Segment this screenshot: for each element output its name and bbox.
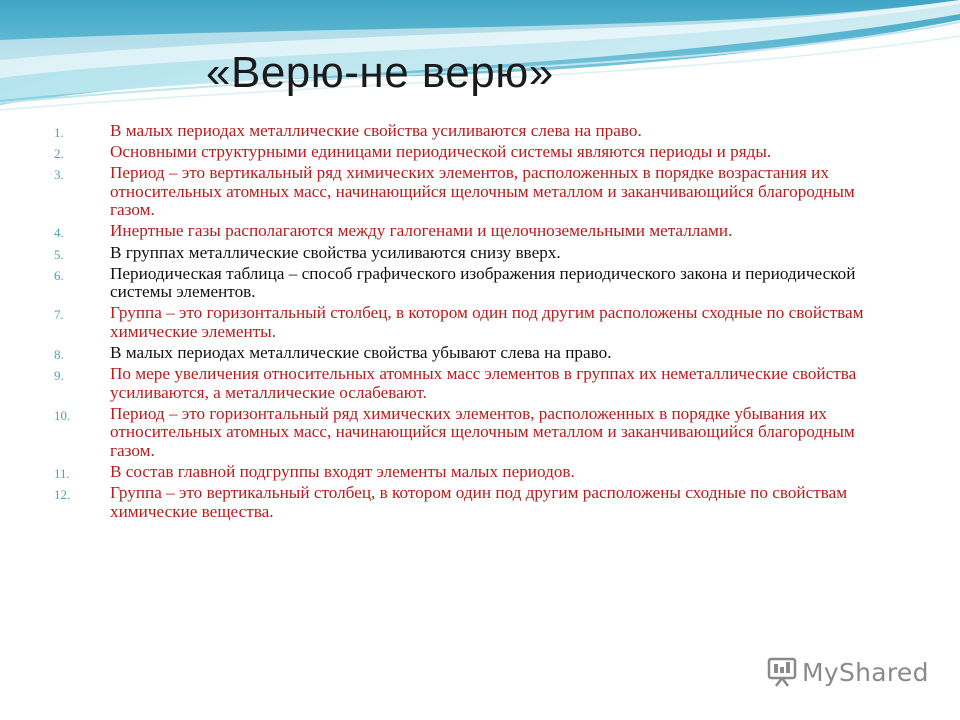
statement-list bbox=[0, 122, 960, 524]
list-item bbox=[0, 122, 960, 141]
list-item-text: Инертные газы располагаются между галогенами и щелочноземельными металлами. bbox=[110, 221, 733, 241]
list-item-number: 8. bbox=[54, 347, 64, 363]
list-item-number: 11. bbox=[54, 466, 70, 482]
myshared-watermark bbox=[766, 656, 929, 688]
list-item bbox=[0, 265, 960, 302]
list-item-text: В малых периодах металлические свойства убывают слева на право. bbox=[110, 343, 612, 363]
list-item bbox=[0, 304, 960, 341]
list-item bbox=[0, 484, 960, 521]
list-item-number: 12. bbox=[54, 487, 71, 503]
presentation-board-icon bbox=[766, 656, 798, 688]
list-item bbox=[0, 463, 960, 482]
list-item-number: 10. bbox=[54, 407, 71, 423]
list-item-text: Группа – это горизонтальный столбец, в котором один под другим расположены сходные по свойствам химические элементы. bbox=[110, 303, 864, 341]
list-item-text: По мере увеличения относительных атомных масс элементов в группах их неметаллические свойства усиливаются, а металлические ослабевают. bbox=[110, 364, 857, 402]
list-item bbox=[0, 365, 960, 402]
list-item-number: 1. bbox=[54, 125, 64, 140]
list-item-text: В состав главной подгруппы входят элементы малых периодов. bbox=[110, 462, 575, 482]
list-item-number: 2. bbox=[54, 146, 64, 162]
list-item-number: 4. bbox=[54, 225, 64, 241]
list-item bbox=[0, 244, 960, 263]
list-item-text: В группах металлические свойства усиливаются снизу вверх. bbox=[110, 242, 561, 262]
list-item-text: Период – это горизонтальный ряд химических элементов, расположенных в порядке убывания их относительных атомных масс, начинающийся щелочным металлом и заканчивающийся благородным газом. bbox=[110, 403, 855, 460]
list-item-number: 9. bbox=[54, 368, 64, 384]
list-item bbox=[0, 143, 960, 162]
watermark-brand: MyShared bbox=[802, 657, 929, 687]
list-item-number: 5. bbox=[54, 246, 64, 262]
list-item-text: Основными структурными единицами периодической системы являются периоды и ряды. bbox=[110, 142, 772, 162]
list-item-text: Периодическая таблица – способ графического изображения периодического закона и периодической системы элементов. bbox=[110, 263, 856, 302]
list-item bbox=[0, 222, 960, 241]
list-item-number: 3. bbox=[54, 167, 64, 183]
slide-title: «Верю-не верю» bbox=[206, 48, 554, 97]
list-item-text: В малых периодах металлические свойства усиливаются слева на право. bbox=[110, 121, 642, 140]
list-item bbox=[0, 405, 960, 461]
list-item-number: 6. bbox=[54, 267, 64, 283]
list-item bbox=[0, 164, 960, 220]
list-item-number: 7. bbox=[54, 307, 64, 323]
list-item-text: Группа – это вертикальный столбец, в котором один под другим расположены сходные по свойствам химические вещества. bbox=[110, 483, 848, 521]
list-item-text: Период – это вертикальный ряд химических элементов, расположенных в порядке возрастания их относительных атомных масс, начинающийся щелочным металлом и заканчивающийся благородным газом. bbox=[110, 163, 855, 220]
list-item bbox=[0, 344, 960, 363]
